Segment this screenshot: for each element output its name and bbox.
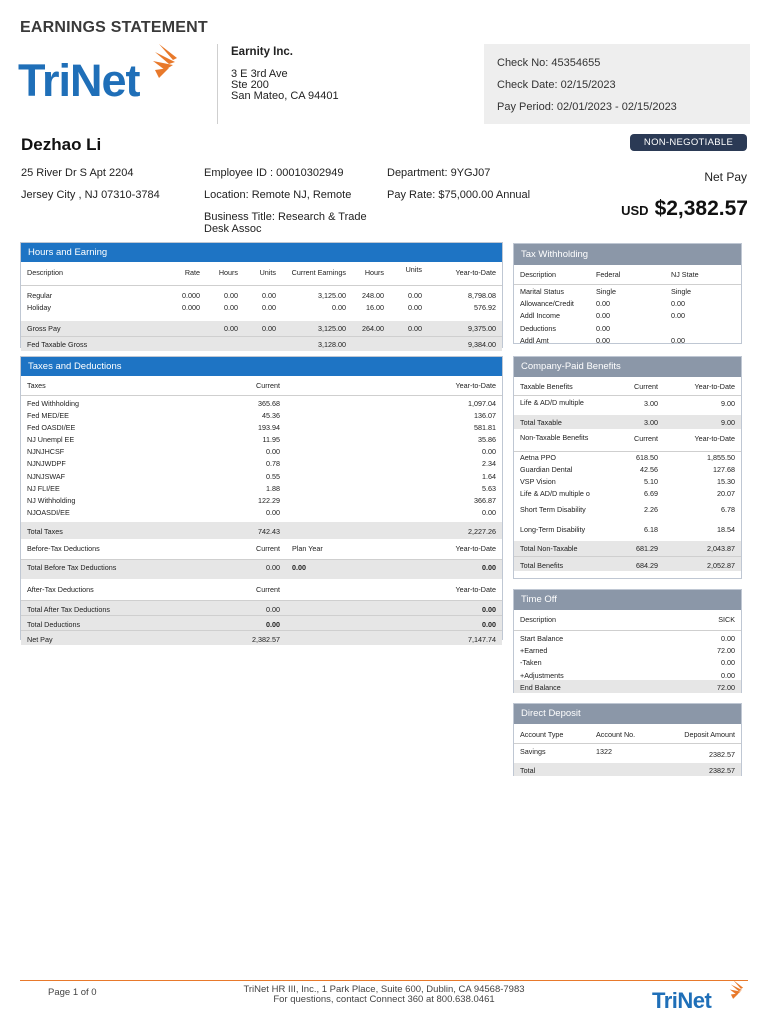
net-pay-amount-block: [621, 197, 748, 221]
total-after-tax-row: [21, 600, 502, 615]
cell: +Adjustments: [520, 670, 564, 680]
table-row: [514, 395, 741, 415]
col-header: SICK: [662, 615, 741, 630]
cell: -Taken: [520, 658, 542, 667]
cell: 0.00: [596, 298, 610, 308]
col-header: Taxes: [21, 381, 171, 395]
table-row: [514, 668, 741, 681]
pay-period: Pay Period: 02/01/2023 - 02/15/2023: [497, 101, 677, 113]
cell: [244, 336, 282, 351]
cell: Long-Term Disability: [520, 525, 586, 534]
cell: 0.000: [182, 303, 200, 312]
table-row: [514, 476, 741, 488]
table-row: [21, 506, 502, 518]
tax-withholding-panel: [513, 243, 742, 344]
cell: 72.00: [717, 683, 735, 692]
table-row: [514, 284, 741, 297]
col-header: Current: [614, 382, 664, 395]
cell: Gross Pay: [27, 324, 61, 333]
cell: 681.29: [636, 544, 658, 553]
col-header: Year-to-Date: [664, 431, 741, 451]
cell: NJ FLI/EE: [27, 483, 60, 493]
total-benefits-row: [514, 556, 741, 571]
table-header-row: [21, 544, 502, 559]
before-tax-table: [21, 544, 502, 579]
cell: +Earned: [520, 645, 548, 655]
cell: 0.00: [266, 508, 280, 518]
table-row: [514, 504, 741, 524]
cell: 15.30: [717, 477, 735, 486]
cell: 2,052.87: [664, 556, 741, 571]
after-tax-table: [21, 585, 502, 645]
cell: 2.34: [482, 459, 496, 469]
col-header: Units: [244, 265, 282, 285]
company-address-line: 3 E 3rd Ave: [231, 68, 288, 80]
col-header: Plan Year: [286, 544, 356, 559]
company-name: Earnity Inc.: [231, 46, 293, 58]
table-header-row: [514, 431, 741, 451]
panel-title: Hours and Earning: [21, 243, 502, 262]
cell: 2.26: [644, 505, 658, 514]
cell: Fed MED/EE: [27, 410, 69, 420]
cell: Total: [520, 766, 536, 775]
cell: Total Deductions: [21, 615, 171, 630]
table-row: [21, 494, 502, 506]
table-row: [514, 655, 741, 668]
cell: 136.07: [474, 410, 496, 420]
table-row: [21, 445, 502, 457]
cell: 264.00: [362, 324, 384, 333]
total-deductions-row: [21, 615, 502, 630]
cell: 0.00: [721, 633, 735, 643]
net-pay-label: Net Pay: [704, 170, 747, 184]
cell: [352, 336, 390, 351]
cell: NJOASDI/EE: [27, 508, 70, 518]
col-header: Current: [614, 431, 664, 451]
check-info-box: [484, 44, 750, 124]
cell: End Balance: [520, 683, 561, 692]
col-header: NJ State: [665, 270, 741, 284]
cell: 0.00: [224, 324, 238, 333]
employee-address-line: 25 River Dr S Apt 2204: [21, 167, 134, 179]
cell: 0.00: [721, 670, 735, 680]
cell: 0.00: [482, 562, 496, 572]
cell: NJ Withholding: [27, 496, 76, 505]
cell: 2382.57: [709, 749, 735, 759]
cell: Aetna PPO: [520, 452, 556, 462]
total-before-tax-row: [21, 559, 502, 579]
cell: 3.00: [644, 398, 658, 408]
cell: 3,125.00: [318, 324, 346, 333]
cell: 18.54: [717, 525, 735, 534]
cell: 0.00: [482, 604, 496, 614]
cell: 16.00: [366, 303, 384, 312]
footer-contact: For questions, contact Connect 360 at 800.638.0461: [273, 994, 495, 1005]
hours-earning-panel: [20, 242, 503, 348]
logo-text: TriNet: [18, 55, 140, 106]
table-row: [21, 291, 502, 303]
direct-deposit-table: [514, 730, 741, 776]
direct-deposit-panel: [513, 703, 742, 776]
cell: [665, 322, 741, 335]
col-header: Federal: [590, 270, 665, 284]
cell: 11.95: [262, 435, 280, 445]
col-header: Deposit Amount: [660, 730, 741, 743]
header-divider: [217, 44, 218, 124]
cell: Short Term Disability: [520, 505, 586, 514]
cell: Net Pay: [21, 630, 171, 645]
col-header: Year-to-Date: [356, 544, 502, 559]
cell: 0.00: [332, 303, 346, 312]
cell: 0.00: [671, 311, 685, 320]
cell: 0.00: [408, 303, 422, 312]
cell: 0.00: [482, 508, 496, 518]
cell: 0.00: [482, 447, 496, 457]
cell: 1,855.50: [707, 452, 735, 462]
cell: Allowance/Credit: [520, 298, 574, 308]
cell: Total Benefits: [514, 556, 614, 571]
table-header-row: [21, 381, 502, 395]
cell: 0.00: [408, 324, 422, 333]
cell: Deductions: [520, 323, 556, 333]
gross-pay-row: [21, 321, 502, 336]
cell: NJNJWDPF: [27, 459, 66, 469]
cell: 0.00: [171, 615, 286, 630]
tax-withholding-table: [514, 270, 741, 347]
table-row: [21, 457, 502, 469]
cell: 366.87: [474, 496, 496, 505]
cell: Total Taxes: [27, 527, 63, 537]
table-row: [514, 297, 741, 310]
cell: VSP Vision: [520, 477, 556, 486]
cell: 0.00: [262, 303, 276, 312]
table-row: [514, 451, 741, 464]
cell: 618.50: [636, 452, 658, 462]
col-header: Current: [171, 585, 286, 600]
cell: Regular: [27, 291, 53, 300]
cell: 2382.57: [709, 766, 735, 775]
time-off-table: [514, 615, 741, 680]
cell: 9.00: [721, 418, 735, 427]
net-pay-row: [21, 630, 502, 645]
cell: [206, 336, 244, 351]
table-row: [21, 397, 502, 409]
check-number: Check No: 45354655: [497, 57, 601, 69]
cell: 3,128.00: [282, 336, 352, 351]
cell: 0.00: [224, 291, 238, 300]
cell: 1.88: [266, 483, 280, 493]
panel-title: Tax Withholding: [514, 244, 741, 265]
cell: 7,147.74: [286, 630, 502, 645]
cell: Total Non-Taxable: [520, 544, 578, 553]
page-number: Page 1 of 0: [48, 987, 97, 998]
col-header: Description: [514, 270, 590, 284]
cell: [111, 321, 206, 336]
table-row: [514, 524, 741, 541]
cell: 5.10: [644, 477, 658, 486]
table-header-row: [514, 382, 741, 395]
cell: Fed Withholding: [27, 398, 79, 408]
cell: 742.43: [258, 527, 280, 537]
cell: Savings: [520, 746, 546, 756]
footer-trinet-logo: [652, 980, 752, 1014]
tax-rows-table: [21, 397, 502, 519]
cell: 5.63: [482, 483, 496, 493]
cell: Fed Taxable Gross: [21, 336, 111, 351]
company-address-line: San Mateo, CA 94401: [231, 90, 339, 102]
cell: [590, 763, 660, 776]
col-header: Hours: [352, 265, 390, 285]
col-header: Year-to-Date: [286, 585, 502, 600]
trinet-arrow-icon: [151, 44, 181, 80]
benefit-totals-table: [514, 541, 741, 571]
cell: 0.00: [266, 562, 280, 572]
panel-title: Direct Deposit: [514, 704, 741, 724]
table-row: [21, 409, 502, 421]
employee-name: Dezhao Li: [21, 135, 102, 154]
cell: Guardian Dental: [520, 465, 573, 474]
table-header-row: [21, 265, 502, 285]
cell: 0.00: [286, 615, 502, 630]
footer-address: TriNet HR III, Inc., 1 Park Place, Suite 600, Dublin, CA 94568-7983: [243, 984, 525, 995]
cell: 0.00: [266, 604, 280, 614]
statement-title: EARNINGS STATEMENT: [20, 19, 208, 36]
employee-address-line: Jersey City , NJ 07310-3784: [21, 189, 160, 201]
col-header: Non-Taxable Benefits: [514, 431, 614, 451]
company-block: [231, 47, 339, 102]
cell: Total Before Tax Deductions: [27, 562, 117, 572]
table-header-row: [514, 730, 741, 743]
cell: 0.00: [262, 291, 276, 300]
employee-id: Employee ID : 00010302949: [204, 167, 344, 179]
col-header: Rate: [111, 265, 206, 285]
table-row: [21, 482, 502, 494]
cell: 2,227.26: [468, 527, 496, 537]
cell: 20.07: [717, 489, 735, 498]
cell: 122.29: [258, 496, 280, 505]
col-header: Description: [514, 615, 662, 630]
panel-title: Company-Paid Benefits: [514, 357, 741, 377]
cell: Total Taxable: [520, 418, 562, 427]
cell: Holiday: [27, 303, 51, 312]
table-row: [514, 309, 741, 322]
cell: Total After Tax Deductions: [27, 604, 110, 614]
department: Department: 9YGJ07: [387, 167, 491, 179]
cell: 1322: [596, 746, 612, 756]
cell: Addl Amt: [520, 336, 549, 345]
cell: 9,384.00: [428, 336, 502, 351]
table-header-row: [21, 585, 502, 600]
cell: 0.000: [182, 291, 200, 300]
total-taxes-table: [21, 522, 502, 539]
col-header: Year-to-Date: [428, 265, 502, 285]
col-header: Taxable Benefits: [514, 382, 614, 395]
cell: 0.00: [224, 303, 238, 312]
cell: NJNJHCSF: [27, 447, 65, 457]
cell: 35.86: [478, 435, 496, 445]
col-header: Account Type: [514, 730, 590, 743]
table-row: [514, 334, 741, 347]
footer-divider: [20, 980, 748, 981]
col-header: After-Tax Deductions: [21, 585, 171, 600]
cell: 0.00: [596, 336, 610, 345]
cell: 2,043.87: [707, 544, 735, 553]
col-header: Units: [390, 265, 428, 285]
col-header: Current Earnings: [282, 265, 352, 285]
cell: Marital Status: [520, 286, 564, 296]
col-header: Current: [171, 544, 286, 559]
cell: 2,382.57: [171, 630, 286, 645]
cell: 3.00: [644, 418, 658, 427]
company-benefits-panel: [513, 356, 742, 579]
col-header: Before-Tax Deductions: [21, 544, 171, 559]
cell: 0.55: [266, 471, 280, 481]
cell: Life & AD/D multiple: [520, 397, 584, 407]
cell: 0.00: [596, 311, 610, 320]
cell: Single: [671, 286, 691, 296]
hours-table: [21, 265, 502, 351]
col-header: Account No.: [590, 730, 660, 743]
table-row: [514, 488, 741, 504]
company-address-line: Ste 200: [231, 79, 269, 91]
cell: 0.00: [721, 658, 735, 667]
table-row: [21, 421, 502, 433]
table-row: [514, 643, 741, 656]
cell: NJNJSWAF: [27, 471, 66, 481]
cell: 0.00: [671, 336, 685, 345]
end-balance-row: [514, 680, 741, 693]
cell: 0.00: [262, 324, 276, 333]
business-title: Business Title: Research & Trade: [204, 211, 367, 223]
table-row: [514, 464, 741, 476]
taxes-deductions-panel: [20, 356, 503, 644]
employee-location: Location: Remote NJ, Remote: [204, 189, 352, 201]
col-header: Year-to-Date: [286, 381, 502, 395]
cell: 72.00: [717, 645, 735, 655]
cell: 365.68: [258, 398, 280, 408]
total-deposit-row: [514, 763, 741, 776]
table-row: [514, 630, 741, 643]
business-title-cont: Desk Assoc: [204, 223, 262, 235]
table-row: [21, 470, 502, 482]
cell: 193.94: [258, 422, 280, 432]
cell: [111, 336, 206, 351]
non-taxable-benefits-table: [514, 431, 741, 541]
cell: 684.29: [614, 556, 664, 571]
cell: NJ Unempl EE: [27, 435, 75, 445]
cell: 3,125.00: [318, 291, 346, 300]
cell: 248.00: [362, 291, 384, 300]
panel-title: Taxes and Deductions: [21, 357, 502, 376]
non-negotiable-badge: NON-NEGOTIABLE: [630, 134, 747, 151]
cell: 6.78: [721, 505, 735, 514]
cell: 127.68: [713, 465, 735, 474]
taxes-table: [21, 381, 502, 396]
cell: 45.36: [262, 410, 280, 420]
cell: 0.00: [596, 323, 610, 333]
table-header-row: [514, 615, 741, 630]
table-row: [514, 322, 741, 335]
table-row: [21, 303, 502, 317]
table-row: [21, 433, 502, 445]
cell: 0.00: [266, 447, 280, 457]
cell: 6.69: [644, 489, 658, 498]
col-header: Hours: [206, 265, 244, 285]
cell: 6.18: [644, 525, 658, 534]
cell: 0.78: [266, 459, 280, 469]
total-taxable-row: [514, 415, 741, 429]
cell: 1.64: [482, 471, 496, 481]
cell: Single: [596, 286, 616, 296]
total-non-taxable-row: [514, 541, 741, 556]
cell: 42.56: [640, 465, 658, 474]
cell: 8,798.08: [468, 291, 496, 300]
table-header-row: [514, 270, 741, 284]
col-header: Description: [21, 265, 111, 285]
footer-company-info: [200, 985, 568, 1005]
cell: 0.00: [671, 298, 685, 308]
footer-logo-text: TriNet: [652, 988, 712, 1013]
cell: 581.81: [474, 422, 496, 432]
check-date: Check Date: 02/15/2023: [497, 79, 616, 91]
taxable-benefits-table: [514, 382, 741, 429]
table-row: [514, 743, 741, 763]
total-taxes-row: [21, 522, 502, 539]
cell: 576.92: [474, 303, 496, 312]
fed-taxable-row: [21, 336, 502, 351]
trinet-logo: [18, 44, 188, 108]
net-pay-amount: $2,382.57: [654, 197, 748, 220]
cell: Start Balance: [520, 633, 564, 643]
cell: 0.00: [292, 562, 306, 572]
cell: 9,375.00: [468, 324, 496, 333]
net-pay-currency: USD: [621, 203, 649, 218]
cell: 1,097.04: [468, 398, 496, 408]
cell: Addl Income: [520, 311, 560, 320]
cell: Life & AD/D multiple o: [520, 489, 590, 498]
col-header: Current: [171, 381, 286, 395]
cell: 9.00: [721, 398, 735, 408]
trinet-arrow-icon: [728, 980, 746, 1000]
time-off-end-table: [514, 680, 741, 693]
pay-rate: Pay Rate: $75,000.00 Annual: [387, 189, 531, 201]
cell: [390, 336, 428, 351]
panel-title: Time Off: [514, 590, 741, 610]
time-off-panel: [513, 589, 742, 693]
col-header: Year-to-Date: [664, 382, 741, 395]
cell: Fed OASDI/EE: [27, 422, 76, 432]
cell: 0.00: [408, 291, 422, 300]
